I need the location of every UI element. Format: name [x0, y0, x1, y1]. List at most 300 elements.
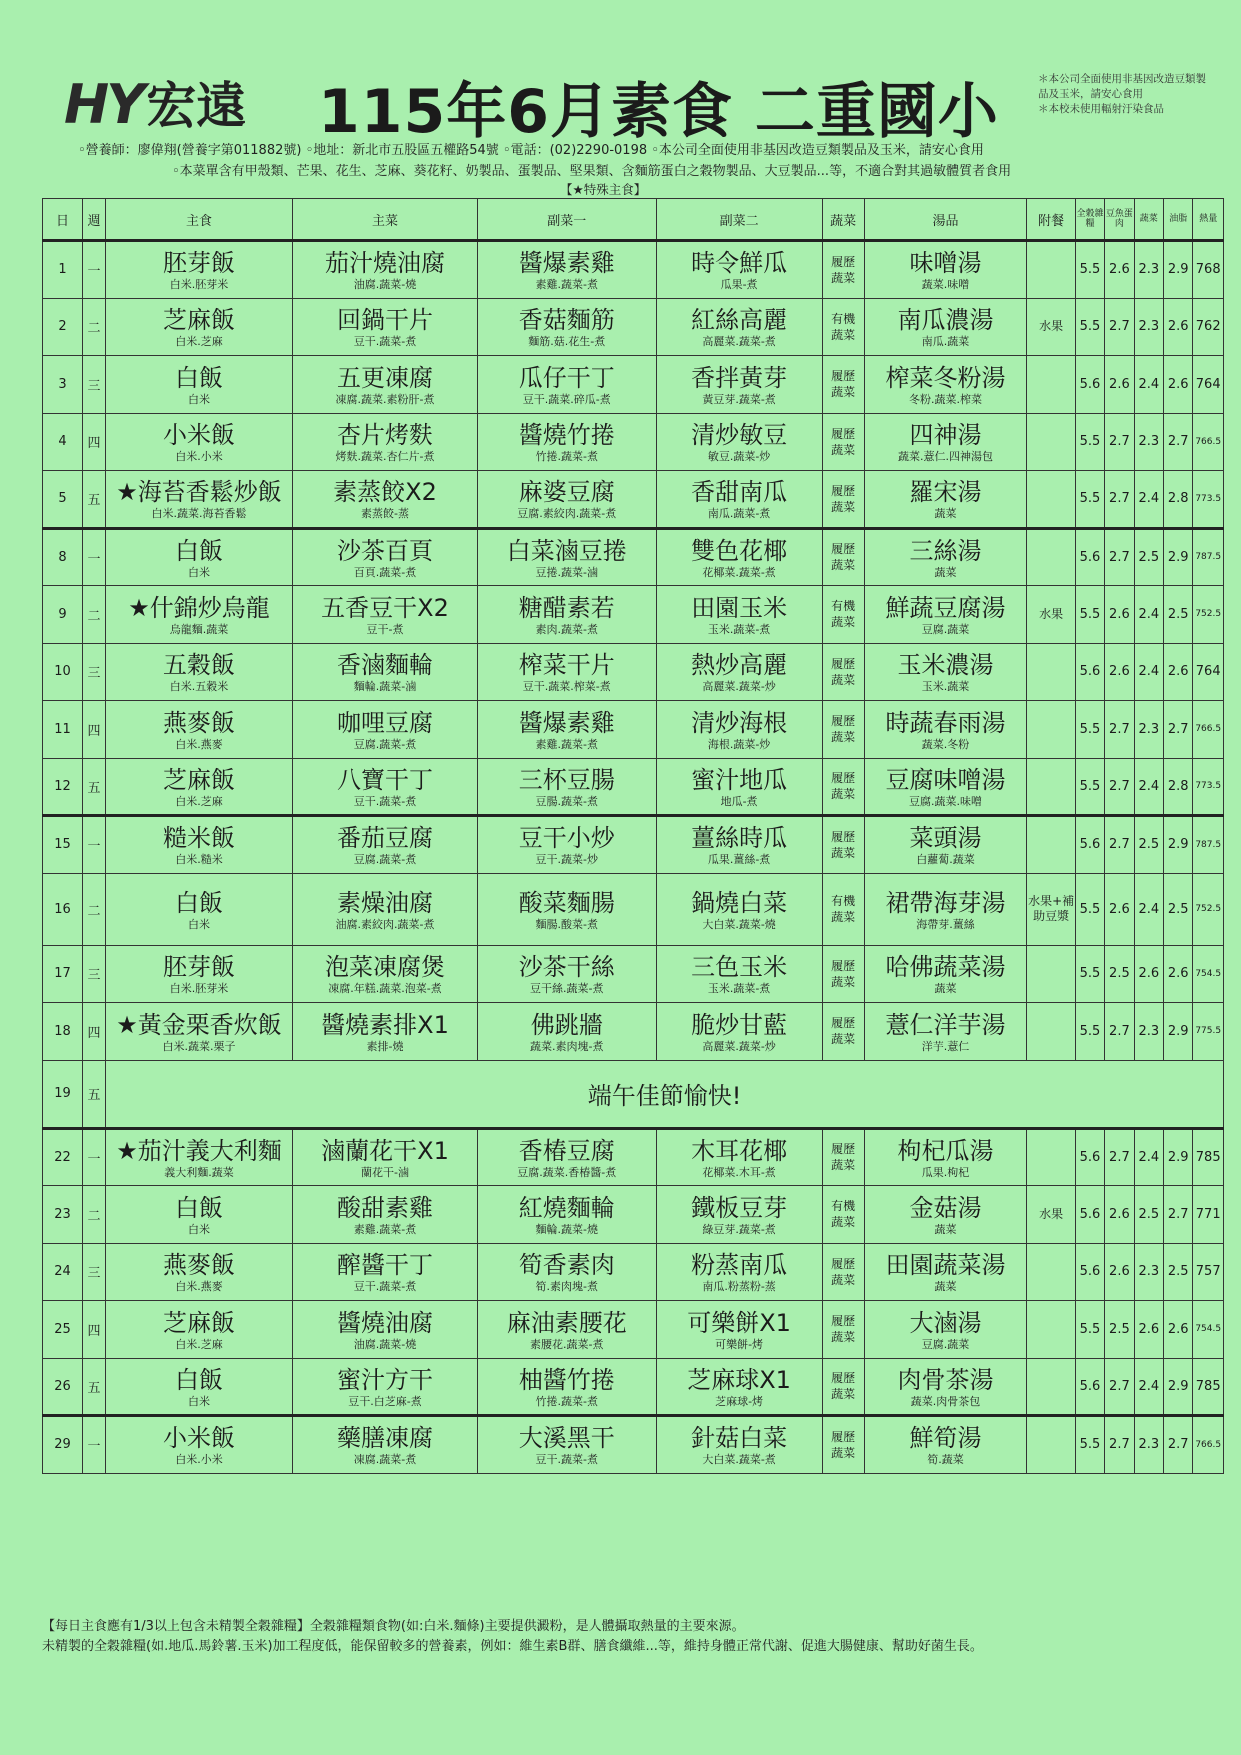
side2-cell-ingredients: 瓜果-煮 — [720, 278, 758, 292]
staple-cell — [106, 241, 293, 299]
side1-cell-ingredients: 素雞.蔬菜-煮 — [535, 737, 598, 751]
staple-cell-dish: 小米飯 — [163, 1424, 236, 1453]
side2-cell-ingredients: 可樂餅-烤 — [715, 1337, 764, 1351]
day-cell: 11 — [43, 701, 83, 759]
day-cell: 24 — [43, 1243, 83, 1301]
side1-cell-ingredients: 素肉.蔬菜-煮 — [535, 622, 598, 636]
veg-cell: 履歷蔬菜 — [822, 528, 864, 586]
staple-cell-dish: 五穀飯 — [163, 651, 236, 680]
side2-cell-ingredients: 大白菜.蔬菜-燒 — [702, 917, 776, 931]
table-row — [43, 873, 1224, 945]
staple-cell-ingredients: 白米.蔬菜.海苔香鬆 — [151, 507, 247, 521]
main-cell — [293, 413, 478, 471]
main-cell-dish: 素蒸餃X2 — [333, 478, 437, 507]
side2-cell-dish: 雙色花椰 — [691, 536, 788, 565]
table-row — [43, 1186, 1224, 1244]
table-row — [43, 1416, 1224, 1474]
grain-cell: 5.5 — [1075, 241, 1104, 299]
page-title: 115年6月素食 二重國小 — [318, 77, 999, 147]
soup-cell-ingredients: 豆腐.蔬菜 — [921, 1337, 970, 1351]
main-cell-dish: 蜜汁方干 — [337, 1365, 433, 1394]
staple-cell-ingredients: 烏龍麵.蔬菜 — [169, 622, 229, 636]
veg-cell: 履歷蔬菜 — [822, 1003, 864, 1061]
soup-cell-ingredients: 白蘿蔔.蔬菜 — [916, 853, 975, 867]
side1-cell-ingredients: 麵筋.菇.花生-煮 — [528, 335, 606, 349]
calories-cell: 764 — [1193, 643, 1224, 701]
soup-cell-dish: 鮮筍湯 — [909, 1424, 982, 1453]
side2-cell — [656, 1301, 822, 1359]
grain-cell: 5.5 — [1075, 945, 1104, 1003]
side1-cell — [477, 413, 656, 471]
staple-cell — [106, 1416, 293, 1474]
soup-cell-ingredients: 豆腐.蔬菜.味噌 — [909, 794, 983, 808]
col-main: 主菜 — [293, 199, 478, 241]
staple-cell-dish: 胚芽飯 — [163, 953, 236, 982]
extra-cell: 水果 — [1027, 298, 1075, 356]
main-cell-ingredients: 油腐.蔬菜-燒 — [353, 278, 417, 292]
week-cell: 三 — [82, 356, 105, 414]
main-cell-dish: 咖哩豆腐 — [337, 708, 433, 737]
soup-cell — [864, 758, 1027, 816]
main-cell-dish: 沙茶百頁 — [337, 536, 433, 565]
soup-cell-dish: 味噌湯 — [909, 249, 982, 278]
side1-cell-dish: 柚醬竹捲 — [518, 1365, 615, 1394]
soup-cell-ingredients: 蔬菜 — [934, 1222, 957, 1236]
week-cell: 五 — [82, 471, 105, 529]
vegetable-cell: 2.3 — [1134, 241, 1163, 299]
table-row — [43, 758, 1224, 816]
soup-cell-ingredients: 蔬菜 — [934, 1280, 957, 1294]
side2-cell-ingredients: 玉米.蔬菜-煮 — [707, 982, 771, 996]
holiday-week: 五 — [82, 1060, 105, 1128]
side1-cell-ingredients: 豆腐.蔬菜.香椿醬-煮 — [517, 1165, 617, 1179]
main-cell — [293, 241, 478, 299]
week-cell: 二 — [82, 1186, 105, 1244]
side2-cell — [656, 1186, 822, 1244]
main-cell-ingredients: 蘭花干-滷 — [361, 1165, 409, 1179]
side1-cell-dish: 三杯豆腸 — [518, 765, 615, 794]
extra-cell — [1027, 643, 1075, 701]
day-cell: 9 — [43, 586, 83, 644]
side1-cell-ingredients: 豆腸.蔬菜-煮 — [535, 794, 598, 808]
staple-cell — [106, 1186, 293, 1244]
side1-cell — [477, 1128, 656, 1186]
logo-hy: HY — [64, 73, 143, 136]
oil-cell: 2.8 — [1164, 758, 1193, 816]
oil-cell: 2.6 — [1164, 298, 1193, 356]
side1-cell-dish: 香菇麵筋 — [518, 306, 615, 335]
main-cell — [293, 1301, 478, 1359]
side2-cell-dish: 清炒海根 — [691, 708, 788, 737]
side2-cell-dish: 可樂餅X1 — [687, 1308, 791, 1337]
soup-cell — [864, 816, 1027, 874]
side2-cell-ingredients: 敏豆.蔬菜-炒 — [707, 450, 771, 464]
veg-cell: 履歷蔬菜 — [822, 1128, 864, 1186]
staple-cell-ingredients: 白米.胚芽米 — [169, 982, 229, 996]
grain-cell: 5.5 — [1075, 471, 1104, 529]
staple-cell — [106, 1003, 293, 1061]
grain-cell: 5.5 — [1075, 586, 1104, 644]
veg-cell: 履歷蔬菜 — [822, 356, 864, 414]
protein-cell: 2.7 — [1105, 1416, 1134, 1474]
week-cell: 一 — [82, 1416, 105, 1474]
table-row — [43, 816, 1224, 874]
note-line: ＊本公司全面使用非基因改造豆類製品及玉米，請安心食用 — [1038, 73, 1206, 100]
calories-cell: 771 — [1193, 1186, 1224, 1244]
grain-cell: 5.5 — [1075, 701, 1104, 759]
main-cell-dish: 泡菜凍腐煲 — [325, 953, 445, 982]
side1-cell — [477, 241, 656, 299]
soup-cell-dish: 田園蔬菜湯 — [885, 1251, 1006, 1280]
staple-cell — [106, 528, 293, 586]
oil-cell: 2.9 — [1164, 241, 1193, 299]
oil-cell: 2.6 — [1164, 945, 1193, 1003]
footer — [42, 1617, 1224, 1657]
grain-cell: 5.5 — [1075, 413, 1104, 471]
side2-cell — [656, 528, 822, 586]
side2-cell — [656, 816, 822, 874]
extra-cell — [1027, 1416, 1075, 1474]
soup-cell — [864, 945, 1027, 1003]
day-cell: 29 — [43, 1416, 83, 1474]
side2-cell — [656, 586, 822, 644]
staple-cell-ingredients: 白米.胚芽米 — [169, 278, 229, 292]
main-cell-dish: 滷蘭花干X1 — [321, 1136, 449, 1165]
side1-cell — [477, 873, 656, 945]
table-row — [43, 1301, 1224, 1359]
veg-cell: 有機蔬菜 — [822, 298, 864, 356]
veg-cell: 履歷蔬菜 — [822, 945, 864, 1003]
info-line-1: ◦營養師：廖偉翔(營養字第011882號) ◦地址：新北市五股區五權路54號 ◦電話：(02)2290-0198 ◦本公司全面使用非基因改造豆類製品及玉米，請安心食用 — [78, 143, 984, 158]
staple-cell-ingredients: 白米.小米 — [175, 1453, 223, 1467]
soup-cell-dish: 三絲湯 — [909, 536, 982, 565]
soup-cell-dish: 南瓜濃湯 — [897, 306, 994, 335]
calories-cell: 785 — [1193, 1128, 1224, 1186]
oil-cell: 2.7 — [1164, 413, 1193, 471]
veg-cell: 履歷蔬菜 — [822, 1301, 864, 1359]
week-cell: 五 — [82, 1358, 105, 1416]
soup-cell-ingredients: 玉米.蔬菜 — [921, 680, 970, 694]
staple-cell-dish: 燕麥飯 — [163, 708, 236, 737]
main-cell — [293, 586, 478, 644]
main-cell — [293, 1358, 478, 1416]
staple-cell — [106, 586, 293, 644]
week-cell: 二 — [82, 873, 105, 945]
holiday-text: 端午佳節愉快! — [106, 1060, 1224, 1128]
protein-cell: 2.6 — [1105, 356, 1134, 414]
week-cell: 三 — [82, 643, 105, 701]
soup-cell-ingredients: 蔬菜.薏仁.四神湯包 — [898, 450, 994, 464]
staple-cell-dish: ★黃金栗香炊飯 — [116, 1010, 282, 1039]
grain-cell: 5.6 — [1075, 1128, 1104, 1186]
staple-cell-ingredients: 白米.芝麻 — [175, 1337, 223, 1351]
staple-cell — [106, 643, 293, 701]
staple-cell-dish: 白飯 — [175, 888, 224, 917]
table-row — [43, 413, 1224, 471]
side1-cell — [477, 471, 656, 529]
extra-cell — [1027, 1301, 1075, 1359]
staple-cell — [106, 1128, 293, 1186]
week-cell: 三 — [82, 1243, 105, 1301]
protein-cell: 2.7 — [1105, 1003, 1134, 1061]
side2-cell — [656, 1003, 822, 1061]
day-cell: 1 — [43, 241, 83, 299]
main-cell-dish: 醬燒素排X1 — [321, 1010, 449, 1039]
extra-cell — [1027, 528, 1075, 586]
main-cell-ingredients: 豆干.蔬菜-煮 — [353, 794, 417, 808]
table-row — [43, 1003, 1224, 1061]
staple-cell-dish: 胚芽飯 — [163, 249, 236, 278]
protein-cell: 2.6 — [1105, 1186, 1134, 1244]
veg-cell: 履歷蔬菜 — [822, 643, 864, 701]
side1-cell-dish: 香椿豆腐 — [518, 1136, 615, 1165]
soup-cell-ingredients: 冬粉.蔬菜.榨菜 — [909, 392, 983, 406]
side1-cell-ingredients: 豆捲.蔬菜-滷 — [535, 565, 598, 579]
side1-cell-ingredients: 麵腸.酸菜-煮 — [535, 917, 598, 931]
main-cell-ingredients: 凍腐.年糕.蔬菜.泡菜-煮 — [328, 982, 442, 996]
side1-cell-dish: 酸菜麵腸 — [518, 888, 615, 917]
day-cell: 5 — [43, 471, 83, 529]
staple-cell-ingredients: 白米.燕麥 — [175, 737, 223, 751]
staple-cell-ingredients: 白米.芝麻 — [175, 335, 223, 349]
table-row — [43, 528, 1224, 586]
staple-cell-dish: 燕麥飯 — [163, 1251, 236, 1280]
main-cell-ingredients: 油腐.素絞肉.蔬菜-煮 — [335, 917, 435, 931]
soup-cell — [864, 1301, 1027, 1359]
info-line-3: 【★特殊主食】 — [560, 182, 647, 197]
main-cell-ingredients: 豆腐.蔬菜-煮 — [353, 737, 417, 751]
side1-cell-ingredients: 豆干.蔬菜-炒 — [535, 853, 598, 867]
main-cell-dish: 杏片烤麩 — [337, 421, 433, 450]
side1-cell-dish: 豆干小炒 — [518, 824, 615, 853]
holiday-row — [43, 1060, 1224, 1128]
soup-cell-dish: 枸杞瓜湯 — [897, 1136, 994, 1165]
extra-cell — [1027, 701, 1075, 759]
veg-cell: 履歷蔬菜 — [822, 758, 864, 816]
side1-cell-ingredients: 竹捲.蔬菜-煮 — [535, 1394, 598, 1408]
staple-cell-ingredients: 白米 — [188, 392, 211, 406]
side2-cell-dish: 針菇白菜 — [691, 1424, 788, 1453]
side2-cell-ingredients: 地瓜-煮 — [720, 794, 758, 808]
vegetable-cell: 2.6 — [1134, 945, 1163, 1003]
side2-cell-ingredients: 花椰菜.蔬菜-煮 — [702, 565, 776, 579]
table-row — [43, 298, 1224, 356]
main-cell-ingredients: 豆干.蔬菜-煮 — [353, 1280, 417, 1294]
holiday-day: 19 — [43, 1060, 83, 1128]
side2-cell-ingredients: 瓜果.薑絲-煮 — [707, 853, 771, 867]
soup-cell — [864, 1243, 1027, 1301]
staple-cell-dish: 小米飯 — [163, 421, 236, 450]
side1-cell-dish: 糖醋素若 — [518, 593, 615, 622]
staple-cell — [106, 471, 293, 529]
extra-cell — [1027, 241, 1075, 299]
side2-cell-dish: 香甜南瓜 — [691, 478, 788, 507]
vegetable-cell: 2.3 — [1134, 413, 1163, 471]
vegetable-cell: 2.3 — [1134, 1003, 1163, 1061]
day-cell: 8 — [43, 528, 83, 586]
side1-cell-dish: 麻婆豆腐 — [518, 478, 615, 507]
staple-cell — [106, 701, 293, 759]
extra-cell — [1027, 356, 1075, 414]
side2-cell — [656, 643, 822, 701]
extra-cell: 水果 — [1027, 586, 1075, 644]
side1-cell-ingredients: 素雞.蔬菜-煮 — [535, 278, 598, 292]
calories-cell: 787.5 — [1193, 816, 1224, 874]
staple-cell-ingredients: 白米.小米 — [175, 450, 223, 464]
grain-cell: 5.6 — [1075, 1243, 1104, 1301]
soup-cell — [864, 1003, 1027, 1061]
protein-cell: 2.7 — [1105, 413, 1134, 471]
main-cell — [293, 1186, 478, 1244]
staple-cell — [106, 1243, 293, 1301]
soup-cell — [864, 356, 1027, 414]
vegetable-cell: 2.4 — [1134, 586, 1163, 644]
soup-cell-dish: 玉米濃湯 — [897, 651, 994, 680]
table-row — [43, 643, 1224, 701]
vegetable-cell: 2.5 — [1134, 528, 1163, 586]
oil-cell: 2.7 — [1164, 1416, 1193, 1474]
week-cell: 三 — [82, 945, 105, 1003]
side1-cell — [477, 1416, 656, 1474]
side1-cell-dish: 瓜仔干丁 — [518, 363, 615, 392]
soup-cell — [864, 701, 1027, 759]
soup-cell — [864, 528, 1027, 586]
header-row — [43, 199, 1224, 241]
calories-cell: 773.5 — [1193, 471, 1224, 529]
soup-cell-dish: 時蔬春雨湯 — [885, 708, 1006, 737]
calories-cell: 754.5 — [1193, 1301, 1224, 1359]
staple-cell-ingredients: 白米 — [188, 565, 211, 579]
side1-cell-dish: 醬燒竹捲 — [518, 421, 615, 450]
company-logo — [64, 66, 246, 138]
veg-cell: 履歷蔬菜 — [822, 1358, 864, 1416]
side2-cell — [656, 1358, 822, 1416]
side2-cell — [656, 758, 822, 816]
day-cell: 17 — [43, 945, 83, 1003]
grain-cell: 5.5 — [1075, 298, 1104, 356]
soup-cell-dish: 薏仁洋芋湯 — [885, 1010, 1006, 1039]
vegetable-cell: 2.4 — [1134, 873, 1163, 945]
side1-cell-dish: 麻油素腰花 — [506, 1308, 627, 1337]
oil-cell: 2.9 — [1164, 528, 1193, 586]
protein-cell: 2.6 — [1105, 873, 1134, 945]
vegetable-cell: 2.3 — [1134, 701, 1163, 759]
calories-cell: 766.5 — [1193, 701, 1224, 759]
side1-cell-ingredients: 竹捲.蔬菜-煮 — [535, 450, 598, 464]
side2-cell-dish: 鐵板豆芽 — [691, 1193, 788, 1222]
side1-cell-ingredients: 素腰花.蔬菜-煮 — [530, 1337, 604, 1351]
footer-line-2: 未精製的全穀雜糧(如.地瓜.馬鈴薯.玉米)加工程度低，能保留較多的營養素，例如：維生素B群、膳食纖維...等，維持身體正常代謝、促進大腸健康、幫助好菌生長。 — [42, 1639, 983, 1654]
staple-cell — [106, 413, 293, 471]
veg-cell: 履歷蔬菜 — [822, 1243, 864, 1301]
side2-cell — [656, 298, 822, 356]
protein-cell: 2.7 — [1105, 701, 1134, 759]
side2-cell-ingredients: 玉米.蔬菜-煮 — [707, 622, 771, 636]
main-cell — [293, 701, 478, 759]
side2-cell-dish: 紅絲高麗 — [691, 306, 788, 335]
staple-cell-dish: 白飯 — [175, 363, 224, 392]
extra-cell — [1027, 1243, 1075, 1301]
veg-cell: 有機蔬菜 — [822, 586, 864, 644]
col-veg: 蔬菜 — [822, 199, 864, 241]
staple-cell-ingredients: 白米 — [188, 1222, 211, 1236]
side2-cell-dish: 田園玉米 — [691, 593, 788, 622]
side1-cell — [477, 1003, 656, 1061]
side2-cell — [656, 471, 822, 529]
side1-cell-dish: 醬爆素雞 — [518, 708, 615, 737]
extra-cell — [1027, 1003, 1075, 1061]
staple-cell-ingredients: 白米.芝麻 — [175, 794, 223, 808]
soup-cell-dish: 羅宋湯 — [909, 478, 982, 507]
side1-cell — [477, 945, 656, 1003]
side2-cell-ingredients: 黃豆芽.蔬菜-煮 — [702, 392, 776, 406]
soup-cell-ingredients: 洋芋.薏仁 — [921, 1039, 970, 1053]
calories-cell: 752.5 — [1193, 873, 1224, 945]
side2-cell-ingredients: 高麗菜.蔬菜-煮 — [702, 335, 776, 349]
soup-cell — [864, 471, 1027, 529]
veg-cell: 履歷蔬菜 — [822, 241, 864, 299]
soup-cell-dish: 鮮蔬豆腐湯 — [885, 593, 1006, 622]
grain-cell: 5.6 — [1075, 643, 1104, 701]
side2-cell-ingredients: 高麗菜.蔬菜-炒 — [702, 680, 776, 694]
soup-cell — [864, 1186, 1027, 1244]
calories-cell: 773.5 — [1193, 758, 1224, 816]
week-cell: 一 — [82, 1128, 105, 1186]
main-cell-dish: 醡醬干丁 — [337, 1251, 433, 1280]
veg-cell: 有機蔬菜 — [822, 1186, 864, 1244]
day-cell: 12 — [43, 758, 83, 816]
main-cell-dish: 八寶干丁 — [337, 765, 433, 794]
calories-cell: 766.5 — [1193, 1416, 1224, 1474]
protein-cell: 2.6 — [1105, 586, 1134, 644]
oil-cell: 2.6 — [1164, 643, 1193, 701]
side1-cell — [477, 1186, 656, 1244]
side2-cell-ingredients: 高麗菜.蔬菜-炒 — [702, 1039, 776, 1053]
vegetable-cell: 2.4 — [1134, 1128, 1163, 1186]
table-row — [43, 945, 1224, 1003]
header — [60, 62, 1206, 147]
staple-cell-ingredients: 白米 — [188, 1394, 211, 1408]
oil-cell: 2.8 — [1164, 471, 1193, 529]
calories-cell: 787.5 — [1193, 528, 1224, 586]
main-cell — [293, 643, 478, 701]
soup-cell — [864, 1128, 1027, 1186]
staple-cell — [106, 873, 293, 945]
col-side2: 副菜二 — [656, 199, 822, 241]
staple-cell — [106, 945, 293, 1003]
main-cell-ingredients: 麵輪.蔬菜-滷 — [353, 680, 417, 694]
oil-cell: 2.9 — [1164, 816, 1193, 874]
staple-cell-dish: 芝麻飯 — [163, 1308, 236, 1337]
soup-cell-dish: 哈佛蔬菜湯 — [885, 953, 1006, 982]
protein-cell: 2.5 — [1105, 1301, 1134, 1359]
side1-cell-ingredients: 豆干絲.蔬菜-煮 — [530, 982, 604, 996]
side1-cell — [477, 528, 656, 586]
week-cell: 二 — [82, 298, 105, 356]
side2-cell-dish: 時令鮮瓜 — [691, 249, 788, 278]
main-cell-dish: 番茄豆腐 — [337, 824, 433, 853]
side1-cell — [477, 298, 656, 356]
side1-cell-ingredients: 豆干.蔬菜-煮 — [535, 1453, 598, 1467]
oil-cell: 2.9 — [1164, 1003, 1193, 1061]
soup-cell-dish: 豆腐味噌湯 — [885, 765, 1006, 794]
main-cell-ingredients: 豆干.蔬菜-煮 — [353, 335, 417, 349]
main-cell-dish: 回鍋干片 — [337, 306, 433, 335]
side1-cell-ingredients: 蔬菜.素肉塊-煮 — [530, 1039, 604, 1053]
veg-cell: 有機蔬菜 — [822, 873, 864, 945]
side2-cell-dish: 蜜汁地瓜 — [691, 765, 788, 794]
protein-cell: 2.6 — [1105, 1243, 1134, 1301]
